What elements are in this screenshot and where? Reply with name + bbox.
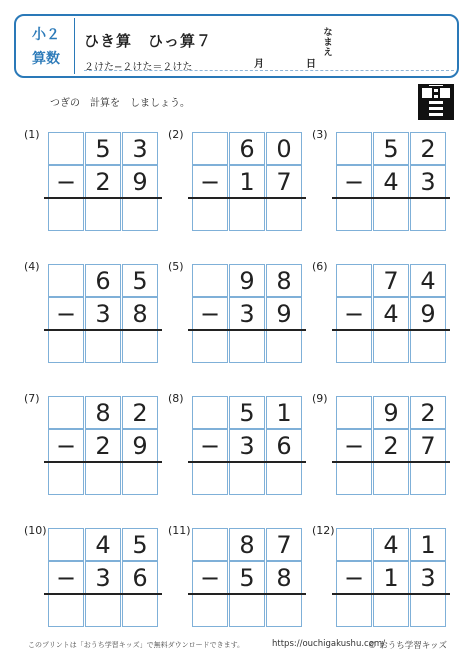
minus-sign: − <box>48 561 84 594</box>
digit-cell: 4 <box>410 264 446 297</box>
digit-cell <box>192 132 228 165</box>
answer-cell[interactable] <box>373 462 409 495</box>
digit-cell: 5 <box>122 264 158 297</box>
sum-rule <box>44 197 162 199</box>
problem-number: (7) <box>24 392 40 405</box>
answer-grid <box>48 264 158 363</box>
answer-cell[interactable] <box>48 462 84 495</box>
minus-sign: − <box>48 429 84 462</box>
digit-cell: 6 <box>122 561 158 594</box>
digit-cell <box>336 264 372 297</box>
answer-cell[interactable] <box>85 594 121 627</box>
problem-4 <box>24 260 168 364</box>
answer-cell[interactable] <box>336 198 372 231</box>
answer-cell[interactable] <box>122 594 158 627</box>
minus-sign: − <box>192 429 228 462</box>
problem-number: (5) <box>168 260 184 273</box>
minus-sign: − <box>192 561 228 594</box>
subject-label: 算数 <box>32 51 60 67</box>
problem-10 <box>24 524 168 628</box>
footer-note: このプリントは「おうち学習キッズ」で無料ダウンロードできます。 <box>28 641 245 649</box>
answer-grid <box>48 396 158 495</box>
answer-cell[interactable] <box>266 330 302 363</box>
digit-cell: 2 <box>410 132 446 165</box>
name-label: なまえ <box>323 28 333 58</box>
sum-rule <box>44 329 162 331</box>
problem-number: (11) <box>168 524 191 537</box>
sum-rule <box>332 329 450 331</box>
answer-cell[interactable] <box>85 462 121 495</box>
answer-grid <box>336 396 446 495</box>
digit-cell: 9 <box>266 297 302 330</box>
problem-3 <box>312 128 456 232</box>
problem-8 <box>168 392 312 496</box>
digit-cell <box>192 528 228 561</box>
problem-12 <box>312 524 456 628</box>
sum-rule <box>332 197 450 199</box>
digit-cell: 9 <box>373 396 409 429</box>
digit-cell: 3 <box>229 429 265 462</box>
minus-sign: − <box>336 297 372 330</box>
digit-cell: 7 <box>266 165 302 198</box>
minus-sign: − <box>336 429 372 462</box>
minus-sign: − <box>48 165 84 198</box>
answer-cell[interactable] <box>410 462 446 495</box>
problem-1 <box>24 128 168 232</box>
digit-cell: 0 <box>266 132 302 165</box>
sum-rule <box>332 593 450 595</box>
answer-grid <box>192 132 302 231</box>
problem-9 <box>312 392 456 496</box>
answer-cell[interactable] <box>192 462 228 495</box>
answer-cell[interactable] <box>336 594 372 627</box>
day-label: 日 <box>306 59 316 70</box>
answer-cell[interactable] <box>122 198 158 231</box>
digit-cell: 8 <box>266 264 302 297</box>
problem-number: (9) <box>312 392 328 405</box>
minus-sign: − <box>336 165 372 198</box>
digit-cell: 3 <box>410 165 446 198</box>
answer-cell[interactable] <box>229 462 265 495</box>
digit-cell: 3 <box>229 297 265 330</box>
digit-cell: 1 <box>229 165 265 198</box>
grade-badge <box>18 18 75 74</box>
answer-cell[interactable] <box>85 198 121 231</box>
digit-cell: 2 <box>85 165 121 198</box>
digit-cell: 3 <box>410 561 446 594</box>
answer-grid <box>192 396 302 495</box>
problem-number: (10) <box>24 524 47 537</box>
answer-grid <box>336 528 446 627</box>
qr-code-icon <box>418 84 454 120</box>
digit-cell: 2 <box>373 429 409 462</box>
digit-cell: 1 <box>410 528 446 561</box>
sum-rule <box>44 461 162 463</box>
minus-sign: − <box>48 297 84 330</box>
digit-cell: 3 <box>85 297 121 330</box>
answer-cell[interactable] <box>373 330 409 363</box>
answer-cell[interactable] <box>336 462 372 495</box>
digit-cell: 3 <box>122 132 158 165</box>
footer-url-link[interactable]: https://ouchigakushu.com/ <box>272 639 386 649</box>
answer-cell[interactable] <box>410 594 446 627</box>
month-label: 月 <box>254 59 264 70</box>
digit-cell: 3 <box>85 561 121 594</box>
answer-grid <box>192 264 302 363</box>
answer-cell[interactable] <box>48 594 84 627</box>
digit-cell: 2 <box>85 429 121 462</box>
problem-number: (4) <box>24 260 40 273</box>
answer-cell[interactable] <box>373 198 409 231</box>
minus-sign: − <box>192 165 228 198</box>
digit-cell: 7 <box>410 429 446 462</box>
problem-number: (1) <box>24 128 40 141</box>
digit-cell <box>48 132 84 165</box>
digit-cell <box>192 264 228 297</box>
problem-number: (6) <box>312 260 328 273</box>
minus-sign: − <box>336 561 372 594</box>
digit-cell: 5 <box>229 561 265 594</box>
grade-label: 小２ <box>32 27 60 43</box>
digit-cell <box>336 396 372 429</box>
digit-cell <box>336 528 372 561</box>
problem-6 <box>312 260 456 364</box>
problem-number: (8) <box>168 392 184 405</box>
answer-cell[interactable] <box>85 330 121 363</box>
answer-cell[interactable] <box>192 330 228 363</box>
answer-cell[interactable] <box>122 330 158 363</box>
sum-rule <box>188 329 306 331</box>
answer-grid <box>336 264 446 363</box>
answer-grid <box>336 132 446 231</box>
answer-cell[interactable] <box>266 462 302 495</box>
digit-cell: 9 <box>229 264 265 297</box>
answer-cell[interactable] <box>266 198 302 231</box>
problem-5 <box>168 260 312 364</box>
sum-rule <box>188 593 306 595</box>
problem-number: (12) <box>312 524 335 537</box>
answer-cell[interactable] <box>122 462 158 495</box>
digit-cell: 5 <box>122 528 158 561</box>
footer-brand: © おうち学習キッズ <box>368 641 448 651</box>
digit-cell: 4 <box>85 528 121 561</box>
answer-cell[interactable] <box>266 594 302 627</box>
problem-7 <box>24 392 168 496</box>
minus-sign: − <box>192 297 228 330</box>
digit-cell: 9 <box>122 429 158 462</box>
answer-cell[interactable] <box>229 594 265 627</box>
problem-11 <box>168 524 312 628</box>
digit-cell <box>192 396 228 429</box>
answer-cell[interactable] <box>373 594 409 627</box>
answer-cell[interactable] <box>192 594 228 627</box>
answer-cell[interactable] <box>48 198 84 231</box>
header-frame <box>14 14 459 78</box>
sum-rule <box>188 461 306 463</box>
digit-cell: 8 <box>229 528 265 561</box>
digit-cell <box>336 132 372 165</box>
answer-grid <box>48 528 158 627</box>
digit-cell: 9 <box>122 165 158 198</box>
sum-rule <box>188 197 306 199</box>
instruction-text: つぎの 計算を しましょう。 <box>50 98 190 109</box>
answer-cell[interactable] <box>192 198 228 231</box>
digit-cell <box>48 396 84 429</box>
worksheet-subtitle: ２けた−２けた＝２けた <box>84 62 193 73</box>
answer-grid <box>192 528 302 627</box>
worksheet-title: ひき算 ひっ算７ <box>84 32 213 50</box>
digit-cell: 8 <box>85 396 121 429</box>
answer-cell[interactable] <box>410 198 446 231</box>
digit-cell: 6 <box>266 429 302 462</box>
digit-cell: 2 <box>410 396 446 429</box>
digit-cell: 6 <box>229 132 265 165</box>
answer-cell[interactable] <box>229 198 265 231</box>
digit-cell: 6 <box>85 264 121 297</box>
problem-number: (2) <box>168 128 184 141</box>
digit-cell: 5 <box>229 396 265 429</box>
answer-cell[interactable] <box>48 330 84 363</box>
digit-cell: 5 <box>85 132 121 165</box>
answer-cell[interactable] <box>336 330 372 363</box>
digit-cell: 4 <box>373 165 409 198</box>
digit-cell: 2 <box>122 396 158 429</box>
digit-cell <box>48 264 84 297</box>
digit-cell: 1 <box>373 561 409 594</box>
problem-number: (3) <box>312 128 328 141</box>
digit-cell: 7 <box>266 528 302 561</box>
digit-cell: 8 <box>122 297 158 330</box>
digit-cell <box>48 528 84 561</box>
digit-cell: 9 <box>410 297 446 330</box>
digit-cell: 7 <box>373 264 409 297</box>
answer-grid <box>48 132 158 231</box>
digit-cell: 1 <box>266 396 302 429</box>
sum-rule <box>44 593 162 595</box>
digit-cell: 8 <box>266 561 302 594</box>
answer-cell[interactable] <box>410 330 446 363</box>
digit-cell: 4 <box>373 528 409 561</box>
digit-cell: 5 <box>373 132 409 165</box>
sum-rule <box>332 461 450 463</box>
problem-2 <box>168 128 312 232</box>
header-divider <box>84 70 454 71</box>
answer-cell[interactable] <box>229 330 265 363</box>
digit-cell: 4 <box>373 297 409 330</box>
